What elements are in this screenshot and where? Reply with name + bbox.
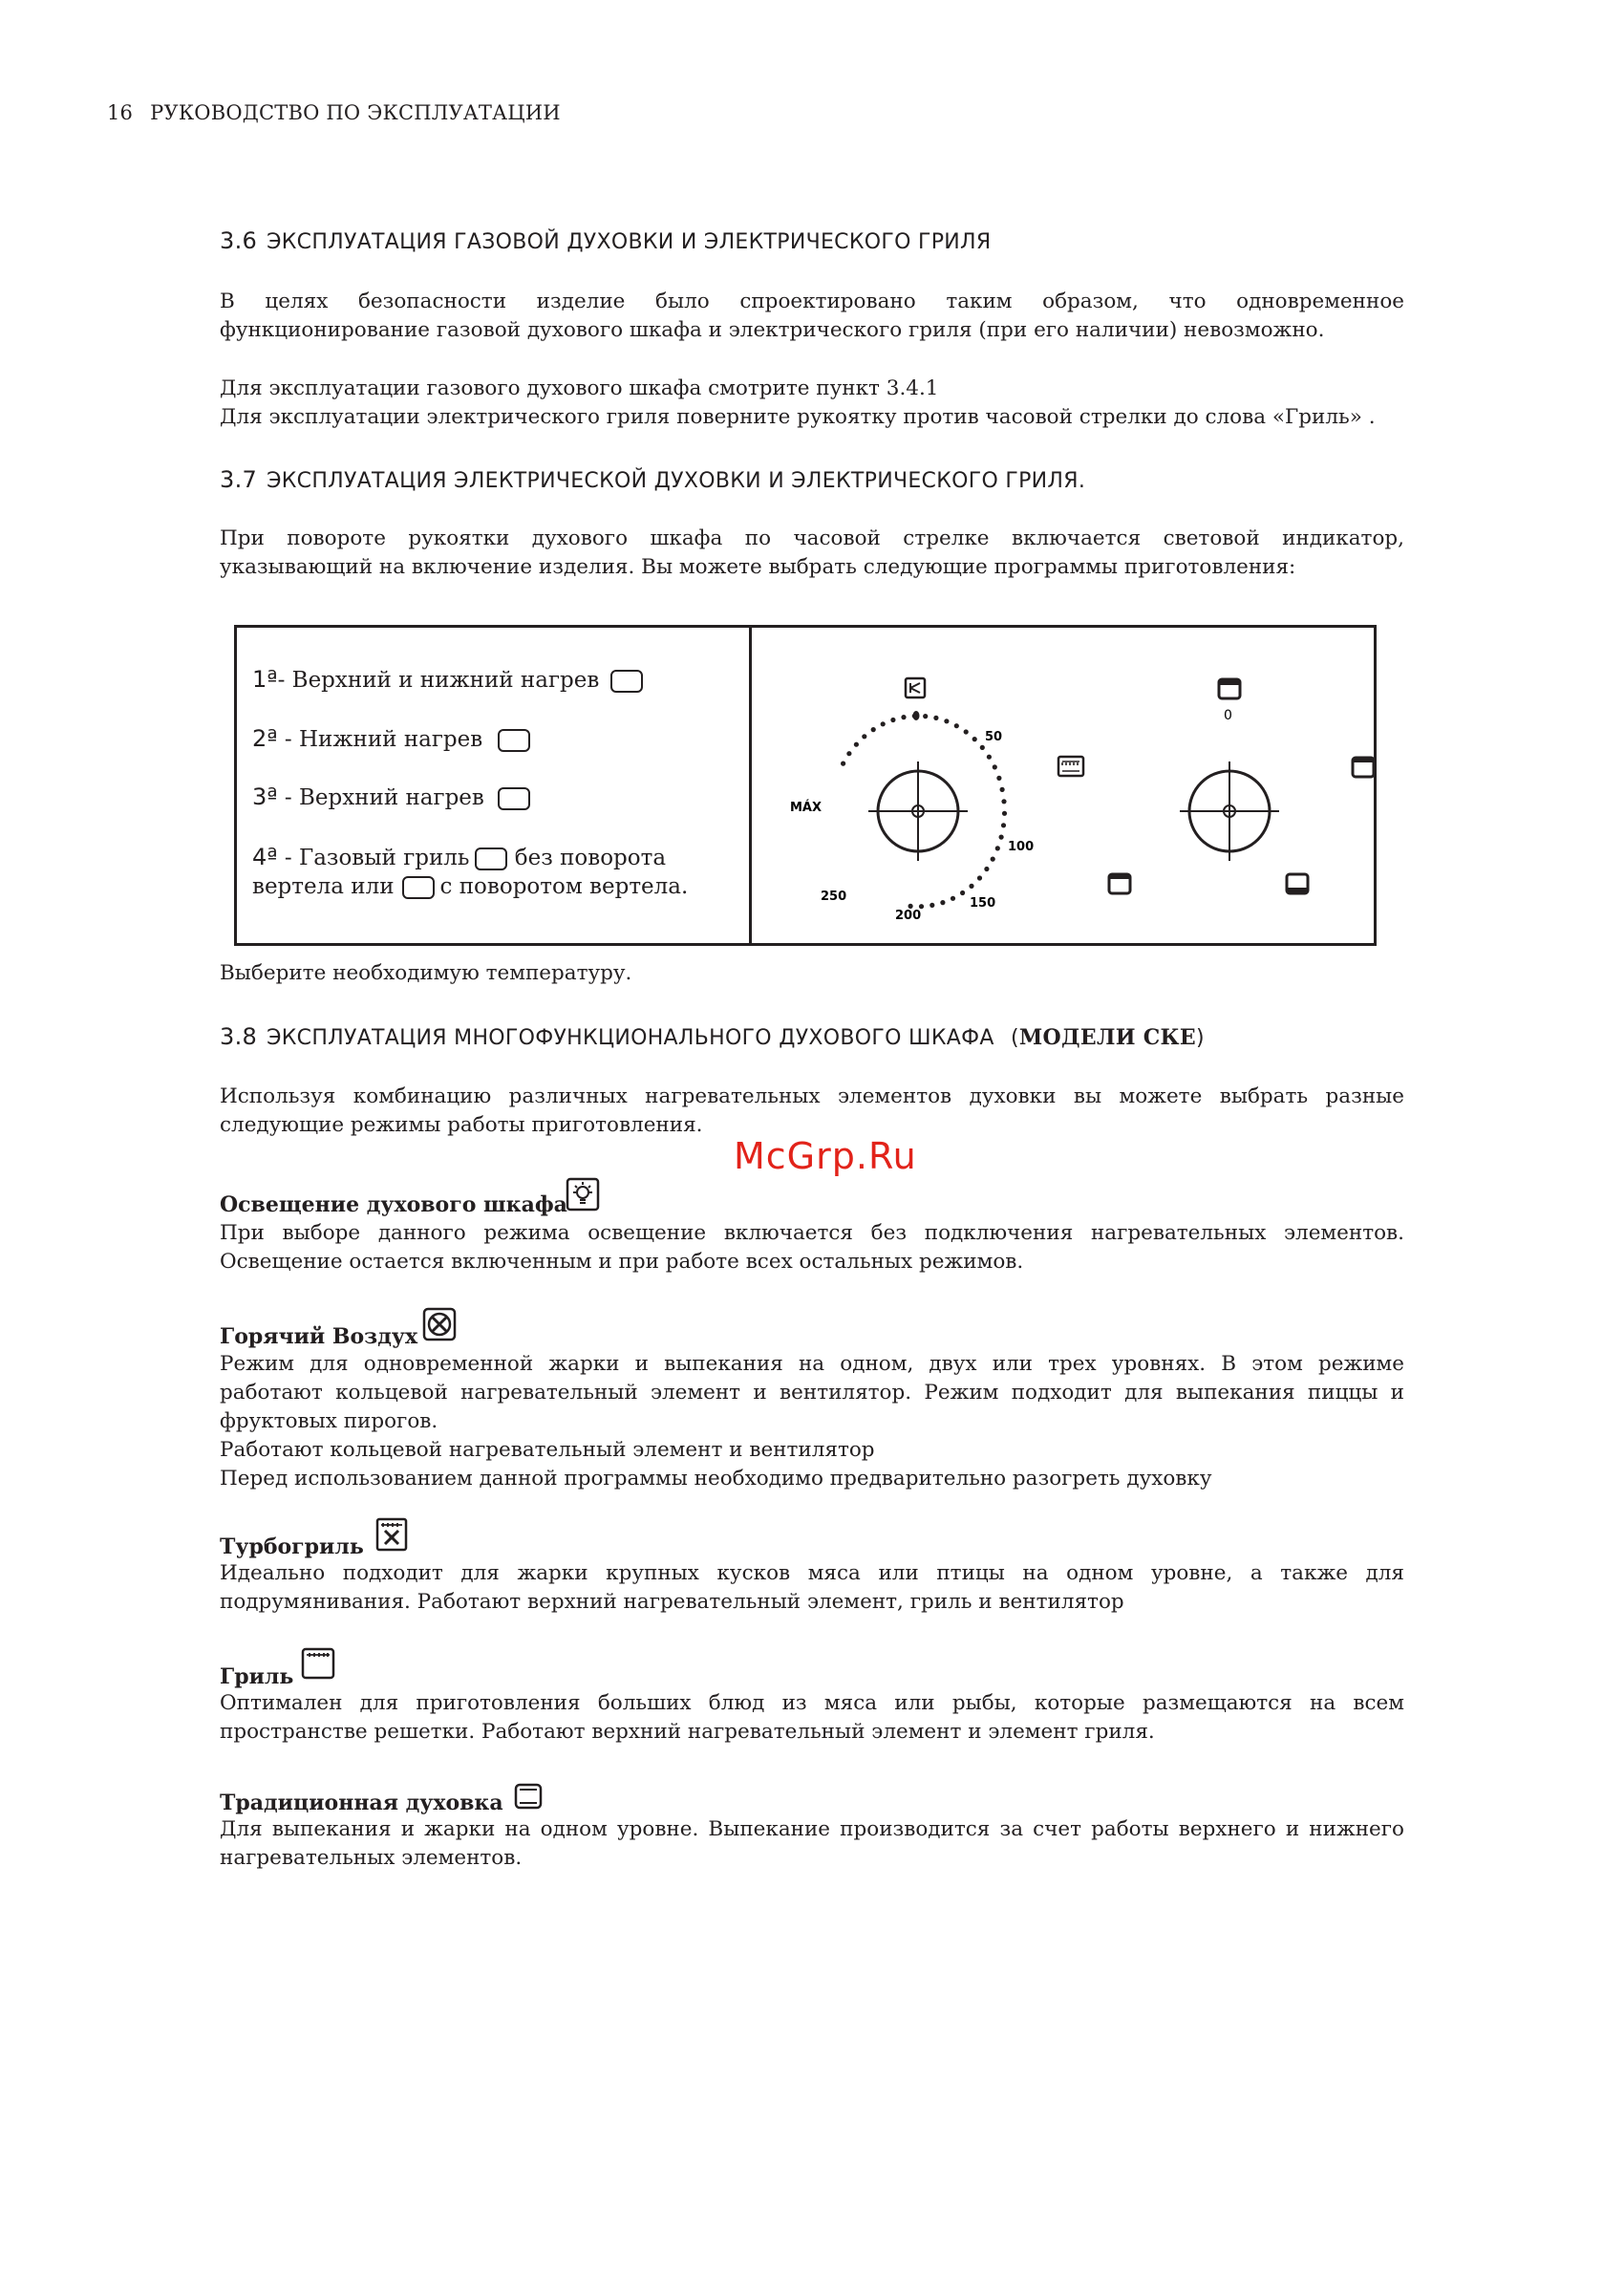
scale-dot xyxy=(993,764,997,769)
scale-dot xyxy=(960,890,965,895)
text-line: Режим для одновременной жарки и выпекания на одном, двух или трех уровнях. В этом режиме xyxy=(220,1352,1404,1376)
paren: ) xyxy=(1195,1026,1205,1050)
text-line: Для эксплуатации газового духового шкафа смотрите пункт 3.4.1 xyxy=(220,376,939,400)
scale-dot xyxy=(996,776,1001,781)
scale-dot xyxy=(1001,799,1006,804)
section-number: 3.7 xyxy=(220,466,258,493)
scale-dot xyxy=(991,857,995,862)
scale-dot xyxy=(1000,787,1005,792)
section-title: ЭКСПЛУАТАЦИЯ МНОГОФУНКЦИОНАЛЬНОГО ДУХОВОГО ШКАФА xyxy=(267,1026,994,1050)
traditional-oven-icon xyxy=(514,1783,543,1810)
mode-grill-title xyxy=(220,1664,293,1689)
scale-dot xyxy=(854,742,859,747)
section-3-6-heading xyxy=(220,227,991,254)
scale-dot xyxy=(930,903,934,908)
programs-table xyxy=(234,625,1377,946)
knob-crosshair xyxy=(1180,762,1279,861)
section-3-6-paragraph-2 xyxy=(220,375,1404,432)
program-label: с поворотом вертела. xyxy=(439,874,689,899)
text-line: При повороте рукоятки духового шкафа по часовой стрелке включается световой индикатор, xyxy=(220,526,1404,550)
program-number: 4ª xyxy=(252,844,278,870)
text-line: Выберите необходимую температуру. xyxy=(220,961,632,985)
grill-symbol-icon xyxy=(906,678,925,697)
scale-dot xyxy=(980,745,985,750)
scale-dot xyxy=(995,846,1000,850)
mode-hot-air-description xyxy=(220,1350,1404,1493)
watermark-text: McGrp.Ru xyxy=(734,1135,917,1177)
scale-dot xyxy=(940,900,945,905)
bottom-heat-function-icon xyxy=(1109,874,1130,893)
program-number: 1ª xyxy=(252,666,278,693)
top-bottom-heat-icon xyxy=(610,670,643,693)
page-header xyxy=(107,101,561,124)
max-label: MÁX xyxy=(790,801,823,815)
scale-dot xyxy=(1002,811,1007,816)
program-label: вертела или xyxy=(252,874,395,899)
text-line: подрумянивания. Работают верхний нагревательный элемент, гриль и вентилятор xyxy=(220,1590,1124,1614)
text-line: Оптимален для приготовления больших блюд из мяса или рыбы, которые размещаются на всем xyxy=(220,1691,1404,1715)
section-title: ЭКСПЛУАТАЦИЯ ГАЗОВОЙ ДУХОВКИ И ЭЛЕКТРИЧЕСКОГО ГРИЛЯ xyxy=(267,230,992,254)
text-line: нагревательных элементов. xyxy=(220,1846,523,1870)
mode-traditional-description xyxy=(220,1815,1404,1873)
scale-dot xyxy=(969,884,973,889)
scale-dot xyxy=(987,755,992,760)
section-3-7-paragraph xyxy=(220,525,1404,582)
mode-title: Горячий Воздух xyxy=(220,1324,418,1349)
scale-dot xyxy=(984,867,989,871)
mode-title: Турбогриль xyxy=(220,1534,364,1559)
section-3-7-heading xyxy=(220,466,1085,493)
combined-heat-function-icon xyxy=(1287,874,1308,893)
scale-dot xyxy=(951,896,955,901)
program-label: - Нижний нагрев xyxy=(277,727,483,752)
scale-dot xyxy=(890,718,895,722)
oven-knobs-diagram xyxy=(752,628,1374,943)
mode-hot-air-title xyxy=(220,1324,417,1349)
mode-light-title xyxy=(220,1192,567,1217)
top-heat-function-icon xyxy=(1353,758,1374,777)
scale-dot xyxy=(862,734,866,739)
text-line: При выборе данного режима освещение включается без подключения нагревательных элементов. xyxy=(220,1221,1404,1245)
mode-turbogrill-description xyxy=(220,1559,1404,1617)
scale-dot xyxy=(841,762,845,766)
text-line: следующие режимы работы приготовления. xyxy=(220,1113,703,1137)
text-line: указывающий на включение изделия. Вы можете выбрать следующие программы приготовления: xyxy=(220,555,1296,579)
header-title: РУКОВОДСТВО ПО ЭКСПЛУАТАЦИИ xyxy=(150,101,561,124)
knob-crosshair xyxy=(868,762,968,861)
program-label: - Верхний и нижний нагрев xyxy=(277,668,600,693)
text-line: Освещение остается включенным и при работе всех остальных режимов. xyxy=(220,1250,1024,1274)
temp-250-label: 250 xyxy=(821,890,847,904)
program-3 xyxy=(252,783,530,810)
mode-turbogrill-title xyxy=(220,1534,364,1559)
hot-air-fan-icon xyxy=(422,1307,457,1341)
mode-title: Гриль xyxy=(220,1664,294,1689)
program-number: 2ª xyxy=(252,725,278,752)
scale-dot xyxy=(923,714,928,719)
temp-100-label: 100 xyxy=(1008,840,1035,854)
text-line: Перед использованием данной программы необходимо предварительно разогреть духовку xyxy=(220,1467,1212,1491)
text-line: В целях безопасности изделие было спроектировано таким образом, что одновременное xyxy=(220,290,1404,313)
program-2 xyxy=(252,725,530,752)
off-label: 0 xyxy=(1224,708,1232,723)
program-label: - Газовый гриль xyxy=(277,846,470,870)
top-heat-icon xyxy=(498,787,530,810)
program-number: 3ª xyxy=(252,783,278,810)
text-line: Идеально подходит для жарки крупных кусков мяса или птицы на одном уровне, а также для xyxy=(220,1561,1404,1585)
section-number: 3.6 xyxy=(220,227,258,254)
text-line: фруктовых пирогов. xyxy=(220,1409,438,1433)
temp-200-label: 200 xyxy=(895,909,922,923)
function-knob xyxy=(1058,679,1374,893)
scale-dot xyxy=(972,737,977,741)
gas-oven-knob xyxy=(790,678,1034,923)
scale-dot xyxy=(912,714,917,719)
paren: ( xyxy=(1011,1026,1019,1050)
grill-icon xyxy=(301,1647,335,1680)
text-line: Для выпекания и жарки на одном уровне. Выпекание производится за счет работы верхнего и нижнего xyxy=(220,1817,1404,1841)
temp-150-label: 150 xyxy=(970,896,996,911)
mode-grill-description xyxy=(220,1689,1404,1747)
scale-dot xyxy=(881,721,886,726)
scale-dot xyxy=(977,875,982,880)
text-line: функционирование газовой духового шкафа и электрического гриля (при его наличии) невозможно. xyxy=(220,318,1325,342)
rotisserie-grill-icon xyxy=(1058,757,1083,776)
section-number: 3.8 xyxy=(220,1023,258,1050)
mode-title: Традиционная духовка xyxy=(220,1791,503,1815)
text-line: Используя комбинацию различных нагревательных элементов духовки вы можете выбрать разные xyxy=(220,1084,1404,1108)
section-3-8-heading xyxy=(220,1023,1205,1050)
mode-light-description xyxy=(220,1219,1404,1276)
bottom-heat-icon xyxy=(498,729,530,752)
section-title-models: МОДЕЛИ СКЕ xyxy=(1018,1025,1196,1050)
scale-dot xyxy=(846,751,851,756)
text-line: Для эксплуатации электрического гриля поверните рукоятку против часовой стрелки до слова «Гриль» . xyxy=(220,405,1376,429)
program-1 xyxy=(252,666,643,693)
scale-dot xyxy=(933,716,938,720)
select-temperature-text xyxy=(220,959,1404,988)
scale-dot xyxy=(871,727,876,732)
section-title: ЭКСПЛУАТАЦИЯ ЭЛЕКТРИЧЕСКОЙ ДУХОВКИ И ЭЛЕКТРИЧЕСКОГО ГРИЛЯ. xyxy=(267,469,1086,493)
oven-light-icon xyxy=(566,1177,600,1212)
temp-50-label: 50 xyxy=(985,730,1003,744)
text-line: Работают кольцевой нагревательный элемент и вентилятор xyxy=(220,1438,875,1462)
program-label-suffix: без поворота xyxy=(507,846,667,870)
program-label: - Верхний нагрев xyxy=(277,785,484,810)
text-line: пространстве решетки. Работают верхний нагревательный элемент и элемент гриля. xyxy=(220,1720,1155,1744)
page-number: 16 xyxy=(107,101,134,124)
text-line: работают кольцевой нагревательный элемент и вентилятор. Режим подходит для выпекания пиццы и xyxy=(220,1381,1404,1405)
turbogrill-icon xyxy=(375,1517,408,1552)
program-4-line-2 xyxy=(252,874,688,899)
section-3-8-intro xyxy=(220,1083,1404,1140)
scale-dot xyxy=(964,729,969,734)
rotisserie-icon xyxy=(402,876,435,899)
scale-dot xyxy=(999,835,1004,840)
scale-dot xyxy=(1001,823,1006,827)
gas-grill-icon xyxy=(475,847,507,870)
mode-title: Освещение духового шкафа xyxy=(220,1192,567,1217)
scale-dot xyxy=(944,719,949,723)
program-4 xyxy=(252,844,666,870)
mode-traditional-title xyxy=(220,1791,503,1815)
scale-dot xyxy=(901,715,906,719)
scale-dot xyxy=(954,723,959,728)
section-3-6-paragraph-1 xyxy=(220,288,1404,345)
